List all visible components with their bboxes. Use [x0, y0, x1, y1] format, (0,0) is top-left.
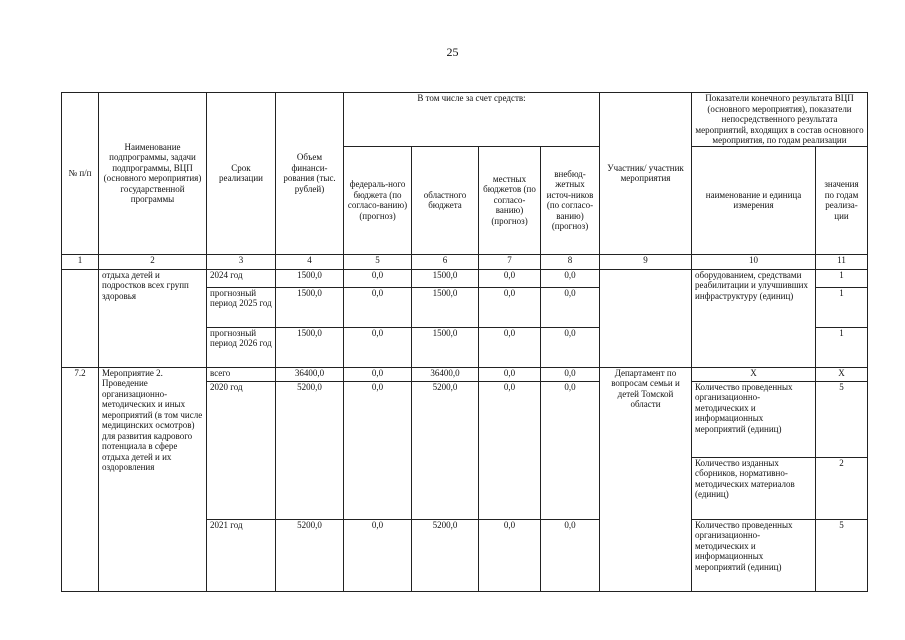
federal-cell: 0,0 [344, 381, 412, 519]
block2-name: Мероприятие 2. Проведение организационно-методических и иных мероприятий (в том числе медицинских осмотров) для развития кадрового потенциала в сфере отдыха детей и их оздоровления [99, 367, 207, 591]
extrabudget-cell: 0,0 [541, 269, 600, 287]
federal-cell: 0,0 [344, 269, 412, 287]
extrabudget-cell: 0,0 [541, 367, 600, 381]
regional-cell: 1500,0 [412, 269, 479, 287]
header-local: местных бюджетов (по согласо-ванию) (прогноз) [479, 146, 541, 254]
indicator-cell: Количество проведенных организационно-методических и информационных мероприятий (единиц) [692, 519, 816, 591]
regional-cell: 36400,0 [412, 367, 479, 381]
header-name: Наименование подпрограммы, задачи подпрограммы, ВЦП (основного мероприятия) государственной программы [99, 93, 207, 255]
federal-cell: 0,0 [344, 327, 412, 367]
col-num-3: 3 [207, 254, 276, 269]
period-cell: прогнозный период 2025 год [207, 287, 276, 327]
extrabudget-cell: 0,0 [541, 519, 600, 591]
total-cell: 5200,0 [276, 519, 344, 591]
value-cell: 1 [816, 287, 868, 327]
block2-num: 7.2 [62, 367, 99, 591]
period-cell: 2024 год [207, 269, 276, 287]
total-cell: 36400,0 [276, 367, 344, 381]
header-funds-group: В том числе за счет средств: [344, 93, 600, 147]
local-cell: 0,0 [479, 269, 541, 287]
col-num-9: 9 [600, 254, 692, 269]
value-cell: 1 [816, 269, 868, 287]
page-number: 25 [446, 45, 459, 59]
header-row-1 [62, 93, 868, 147]
header-indicator-values: значения по годам реализа-ции [816, 146, 868, 254]
header-regional: областного бюджета [412, 146, 479, 254]
header-total: Объем финанси-рования (тыс. рублей) [276, 93, 344, 255]
header-period: Срок реализации [207, 93, 276, 255]
indicator-cell: Х [692, 367, 816, 381]
value-cell: 1 [816, 327, 868, 367]
regional-cell: 1500,0 [412, 287, 479, 327]
col-num-5: 5 [344, 254, 412, 269]
block1-num-cell [62, 269, 99, 367]
federal-cell: 0,0 [344, 367, 412, 381]
header-extrabudget: внебюд-жетных источ-ников (по согласо-ванию) (прогноз) [541, 146, 600, 254]
period-cell: всего [207, 367, 276, 381]
header-num: № п/п [62, 93, 99, 255]
federal-cell: 0,0 [344, 287, 412, 327]
extrabudget-cell: 0,0 [541, 327, 600, 367]
col-num-4: 4 [276, 254, 344, 269]
program-table [61, 92, 868, 592]
local-cell: 0,0 [479, 367, 541, 381]
extrabudget-cell: 0,0 [541, 381, 600, 519]
col-num-2: 2 [99, 254, 207, 269]
total-cell: 5200,0 [276, 381, 344, 519]
header-indicators-group: Показатели конечного результата ВЦП (основного мероприятия), показатели непосредственного результата мероприятий, входящих в состав основного мероприятия, по годам реализации [692, 93, 868, 147]
regional-cell: 1500,0 [412, 327, 479, 367]
local-cell: 0,0 [479, 287, 541, 327]
total-cell: 1500,0 [276, 327, 344, 367]
federal-cell: 0,0 [344, 519, 412, 591]
col-num-6: 6 [412, 254, 479, 269]
local-cell: 0,0 [479, 327, 541, 367]
period-cell: прогнозный период 2026 год [207, 327, 276, 367]
period-cell: 2020 год [207, 381, 276, 519]
block1-indicator: оборудованием, средствами реабилитации и улучшивших инфраструктуру (единиц) [692, 269, 816, 367]
value-cell: 2 [816, 457, 868, 519]
col-num-11: 11 [816, 254, 868, 269]
indicator-cell: Количество проведенных организационно-методических и информационных мероприятий (единиц) [692, 381, 816, 457]
local-cell: 0,0 [479, 381, 541, 519]
header-indicator-name: наименование и единица измерения [692, 146, 816, 254]
block2-participant: Департамент по вопросам семьи и детей Томской области [600, 367, 692, 591]
header-participant: Участник/ участник мероприятия [600, 93, 692, 255]
value-cell: 5 [816, 381, 868, 457]
table-row [62, 367, 868, 381]
value-cell: Х [816, 367, 868, 381]
period-cell: 2021 год [207, 519, 276, 591]
block1-participant [600, 269, 692, 367]
regional-cell: 5200,0 [412, 519, 479, 591]
regional-cell: 5200,0 [412, 381, 479, 519]
col-num-7: 7 [479, 254, 541, 269]
total-cell: 1500,0 [276, 287, 344, 327]
indicator-cell: Количество изданных сборников, нормативно-методических материалов (единиц) [692, 457, 816, 519]
col-num-8: 8 [541, 254, 600, 269]
block1-name: отдыха детей и подростков всех групп здоровья [99, 269, 207, 367]
extrabudget-cell: 0,0 [541, 287, 600, 327]
local-cell: 0,0 [479, 519, 541, 591]
total-cell: 1500,0 [276, 269, 344, 287]
column-numbers-row [62, 254, 868, 269]
col-num-10: 10 [692, 254, 816, 269]
col-num-1: 1 [62, 254, 99, 269]
header-federal: федераль-ного бюджета (по согласо-ванию) (прогноз) [344, 146, 412, 254]
value-cell: 5 [816, 519, 868, 591]
table-row [62, 269, 868, 287]
